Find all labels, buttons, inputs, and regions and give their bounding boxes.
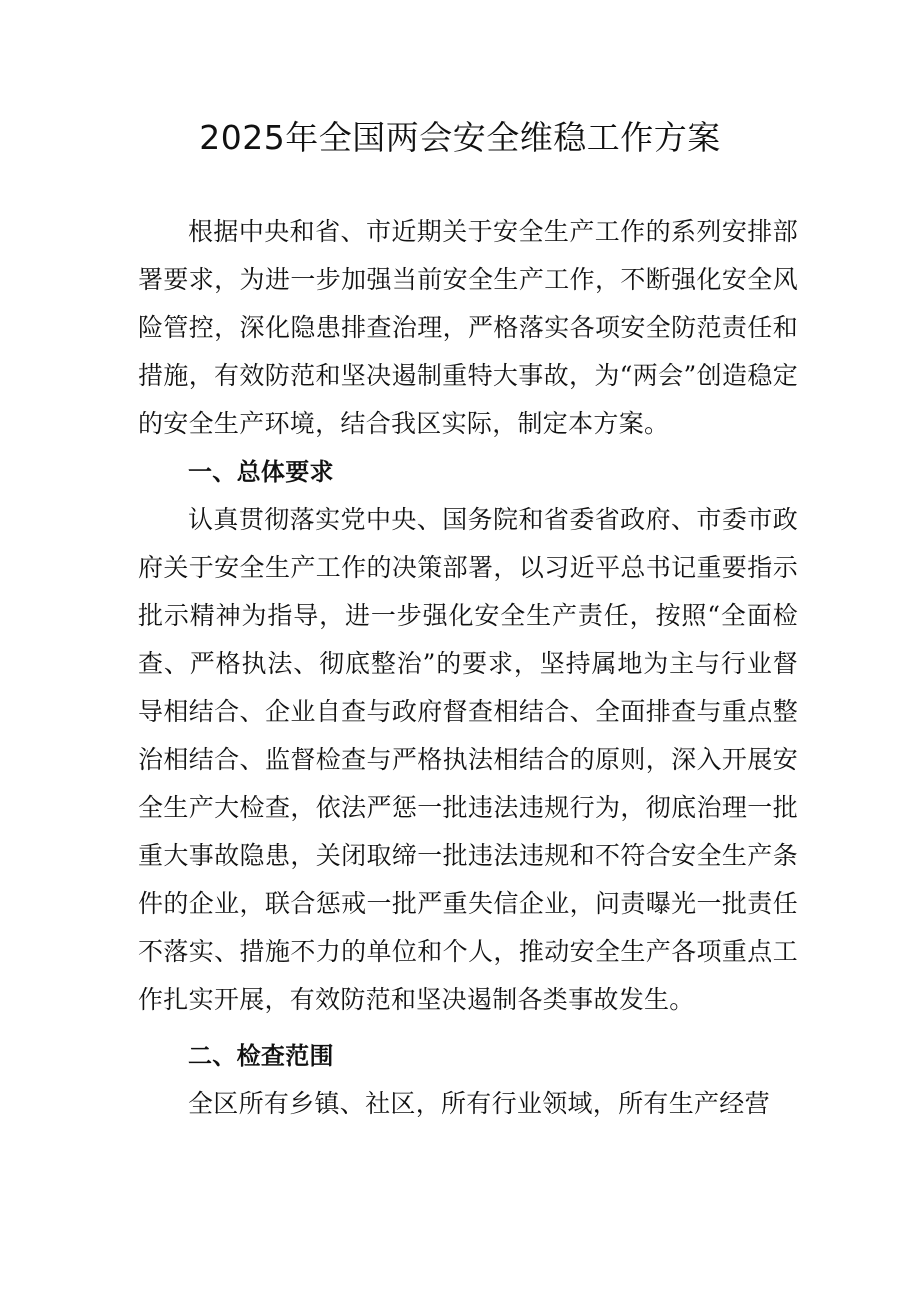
document-body bbox=[138, 208, 798, 1128]
section-spacer bbox=[138, 1024, 798, 1032]
document-title: 2025年全国两会安全维稳工作方案 bbox=[199, 118, 721, 157]
section-heading-general-requirements: 一、总体要求 bbox=[188, 458, 334, 486]
intro-paragraph: 根据中央和省、市近期关于安全生产工作的系列安排部署要求，为进一步加强当前安全生产工作，不断强化安全风险管控，深化隐患排查治理，严格落实各项安全防范责任和措施，有效防范和坚决遏制重特大事故，为“两会”创造稳定的安全生产环境，结合我区实际，制定本方案。 bbox=[138, 217, 798, 438]
general-requirements-paragraph: 认真贯彻落实党中央、国务院和省委省政府、市委市政府关于安全生产工作的决策部署，以习近平总书记重要指示批示精神为指导，进一步强化安全生产责任，按照“全面检查、严格执法、彻底整治”的要求，坚持属地为主与行业督导相结合、企业自查与政府督查相结合、全面排查与重点整治相结合、监督检查与严格执法相结合的原则，深入开展安全生产大检查，依法严惩一批违法违规行为，彻底治理一批重大事故隐患，关闭取缔一批违法违规和不符合安全生产条件的企业，联合惩戒一批严重失信企业，问责曝光一批责任不落实、措施不力的单位和个人，推动安全生产各项重点工作扎实开展，有效防范和坚决遏制各类事故发生。 bbox=[138, 505, 798, 1014]
inspection-scope-paragraph: 全区所有乡镇、社区，所有行业领域，所有生产经营 bbox=[188, 1089, 770, 1118]
section-heading-inspection-scope: 二、检查范围 bbox=[188, 1042, 334, 1070]
